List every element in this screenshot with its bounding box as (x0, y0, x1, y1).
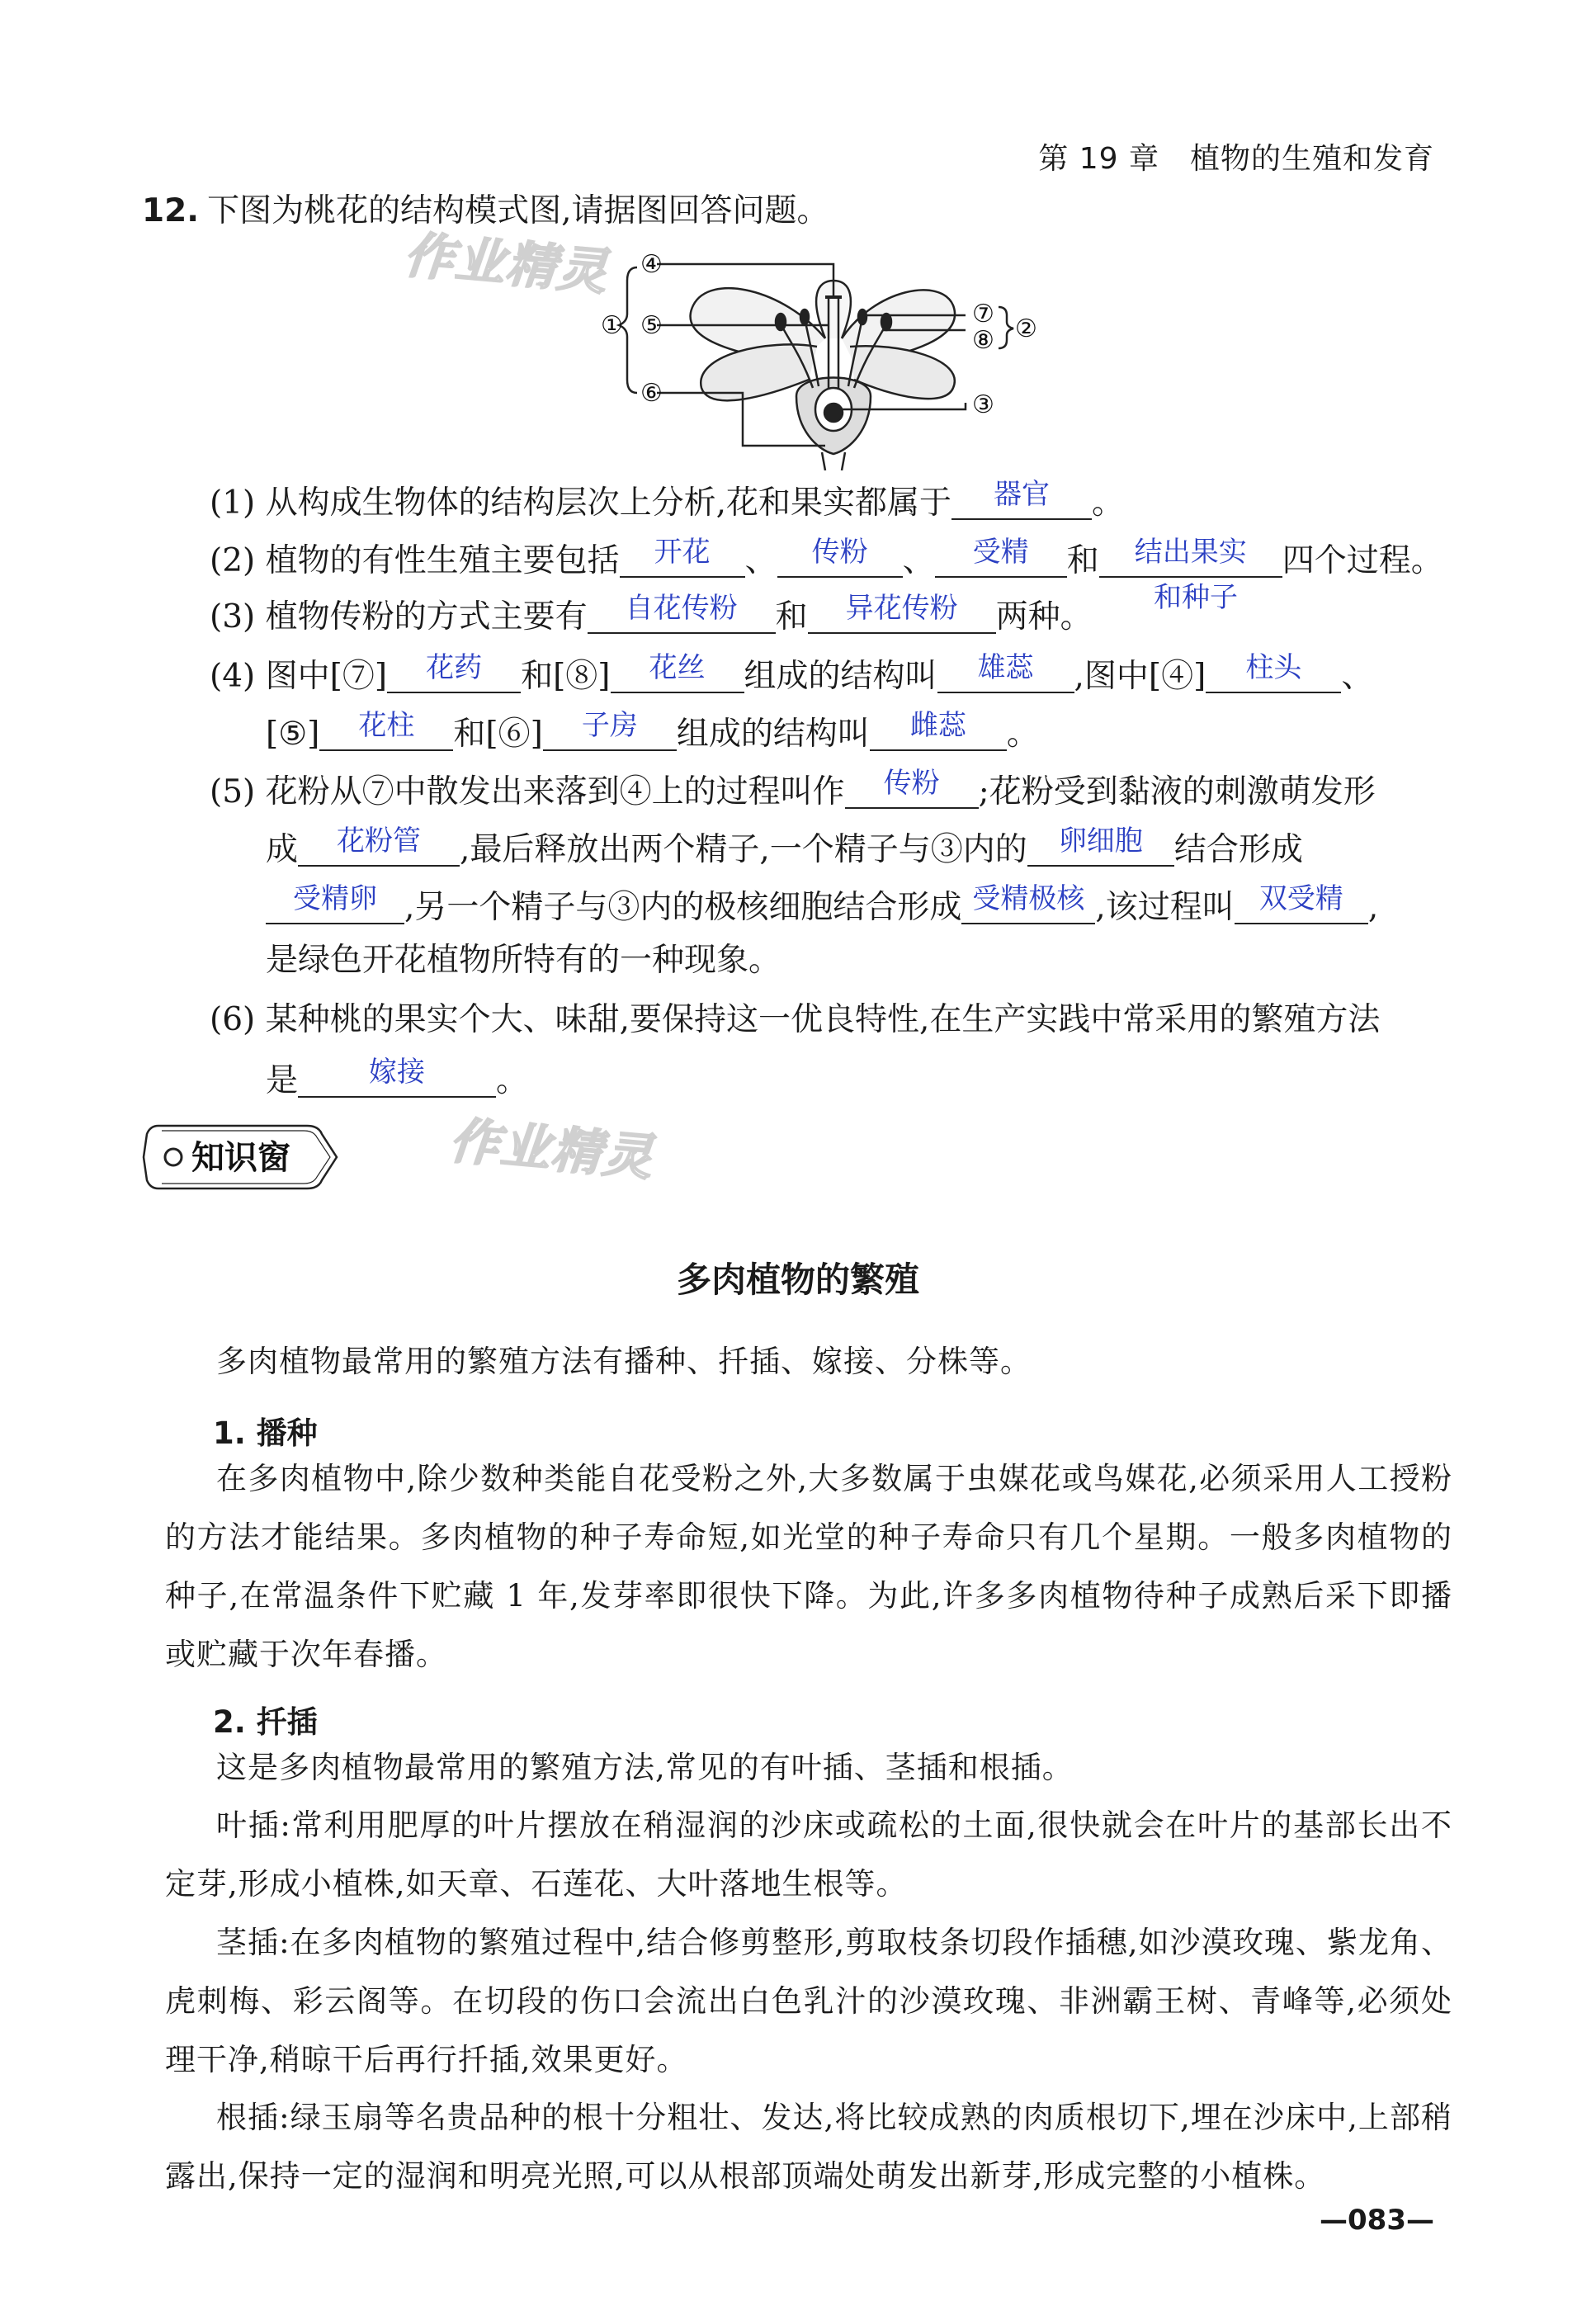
answer-blank-4c[interactable]: 雄蕊 (937, 655, 1074, 693)
label-7: ⑦ (972, 300, 994, 328)
section-2-leaf-cutting: 叶插:常利用肥厚的叶片摆放在稍湿润的沙床或疏松的土面,很快就会在叶片的基部长出不定芽,形成小植株,如天章、石莲花、大叶落地生根等。 (165, 1807, 1452, 1902)
answer-blank-5b[interactable]: 花粉管 (298, 829, 460, 867)
answer-blank-5e[interactable]: 受精极核 (961, 886, 1095, 924)
answer-blank-4e[interactable]: 花柱 (319, 713, 453, 751)
page-number: —083— (1320, 2204, 1434, 2237)
article-title: 多肉植物的繁殖 (676, 1259, 919, 1300)
answer-blank-4a[interactable]: 花药 (387, 655, 521, 693)
label-4: ④ (640, 250, 663, 279)
knowledge-window-label: 知识窗 (191, 1139, 290, 1177)
label-5: ⑤ (640, 311, 663, 340)
chapter-header: 第 19 章 植物的生殖和发育 (1038, 142, 1434, 176)
answer-blank-2a[interactable]: 开花 (620, 540, 745, 578)
question-part-5-line-3: 受精卵 ,另一个精子与③内的极核细胞结合形成 受精极核 ,该过程叫 双受精 , (266, 886, 1378, 924)
question-part-6-line-1: (6) 某种桃的果实个大、味甜,要保持这一优良特性,在生产实践中常采用的繁殖方法 (210, 1001, 1381, 1038)
circle-icon (165, 1149, 182, 1165)
question-number: 12. (142, 192, 200, 229)
answer-blank-3b[interactable]: 异花传粉 (808, 596, 996, 634)
watermark-middle: 作业精灵 (446, 1112, 657, 1188)
answer-blank-4b[interactable]: 花丝 (611, 655, 744, 693)
answer-blank-4f[interactable]: 子房 (543, 713, 677, 751)
peach-flower-diagram (578, 248, 1040, 470)
answer-blank-2c[interactable]: 受精 (935, 540, 1067, 578)
section-2-stem-cutting: 茎插:在多肉植物的繁殖过程中,结合修剪整形,剪取枝条切段作插穗,如沙漠玫瑰、紫龙角、虎刺梅、彩云阁等。在切段的伤口会流出白色乳汁的沙漠玫瑰、非洲霸王树、青峰等,必须处理干净,稍晾干后再行扦插,效果更好。 (165, 1925, 1452, 2077)
question-part-2: (2) 植物的有性生殖主要包括 开花 、 传粉 、 受精 和 结出果实 四个过程。 (210, 536, 1443, 579)
question-part-4-line-2: [⑤] 花柱 和[⑥] 子房 组成的结构叫 雌蕊 。 (266, 709, 1039, 753)
question-part-6-line-2: 是 嫁接 。 (266, 1056, 529, 1099)
answer-blank-3a[interactable]: 自花传粉 (588, 596, 776, 634)
question-part-1: (1) 从构成生物体的结构层次上分析,花和果实都属于 器官 。 (210, 478, 1125, 522)
question-part-3: (3) 植物传粉的方式主要有 自花传粉 和 异花传粉 两种。 (210, 592, 1093, 636)
question-stem (142, 192, 829, 229)
question-text: 下图为桃花的结构模式图,请据图回答问题。 (207, 192, 829, 229)
knowledge-window-tag (142, 1124, 340, 1190)
answer-blank-6a[interactable]: 嫁接 (298, 1060, 496, 1098)
answer-blank-5c[interactable]: 卵细胞 (1027, 829, 1174, 867)
article-intro: 多肉植物最常用的繁殖方法有播种、扦插、嫁接、分株等。 (216, 1344, 1032, 1379)
label-3: ③ (972, 390, 994, 419)
answer-blank-5a[interactable]: 传粉 (845, 771, 979, 809)
label-8: ⑧ (972, 326, 994, 355)
answer-blank-5d[interactable]: 受精卵 (266, 886, 404, 924)
answer-blank-4d[interactable]: 柱头 (1206, 655, 1341, 693)
section-2-intro: 这是多肉植物最常用的繁殖方法,常见的有叶插、茎插和根插。 (216, 1750, 1074, 1785)
question-part-5-line-1: (5) 花粉从⑦中散发出来落到④上的过程叫作 传粉 ;花粉受到黏液的刺激萌发形 (210, 767, 1376, 810)
answer-blank-2d[interactable]: 结出果实 (1099, 540, 1282, 578)
answer-blank-1[interactable]: 器官 (951, 482, 1092, 520)
answer-blank-4g[interactable]: 雌蕊 (870, 713, 1007, 751)
question-part-5-line-2: 成 花粉管 ,最后释放出两个精子,一个精子与③内的 卵细胞 结合形成 (266, 825, 1303, 868)
question-part-5-line-4: 是绿色开花植物所特有的一种现象。 (266, 942, 781, 979)
label-6: ⑥ (640, 379, 663, 408)
section-2-root-cutting: 根插:绿玉扇等名贵品种的根十分粗壮、发达,将比较成熟的肉质根切下,埋在沙床中,上部稍露出,保持一定的湿润和明亮光照,可以从根部顶端处萌发出新芽,形成完整的小植株。 (165, 2100, 1452, 2194)
label-1: ① (601, 311, 623, 340)
section-2-title: 2. 扦插 (213, 1704, 318, 1740)
label-2: ② (1015, 314, 1037, 343)
question-part-4-line-1: (4) 图中[⑦] 花药 和[⑧] 花丝 组成的结构叫 雄蕊 ,图中[④] 柱头 、 (210, 651, 1374, 695)
answer-2d-continuation: 和种子 (1154, 581, 1238, 614)
answer-blank-5f[interactable]: 双受精 (1235, 886, 1368, 924)
watermark-top: 作业精灵 (401, 226, 611, 302)
section-1-title: 1. 播种 (213, 1415, 318, 1451)
answer-blank-2b[interactable]: 传粉 (777, 540, 903, 578)
section-1-body: 在多肉植物中,除少数种类能自花受粉之外,大多数属于虫媒花或鸟媒花,必须采用人工授粉的方法才能结果。多肉植物的种子寿命短,如光堂的种子寿命只有几个星期。一般多肉植物的种子,在常温条件下贮藏 1 年,发芽率即很快下降。为此,许多多肉植物待种子成熟后采下即播或贮藏于次年春播。 (165, 1461, 1452, 1672)
